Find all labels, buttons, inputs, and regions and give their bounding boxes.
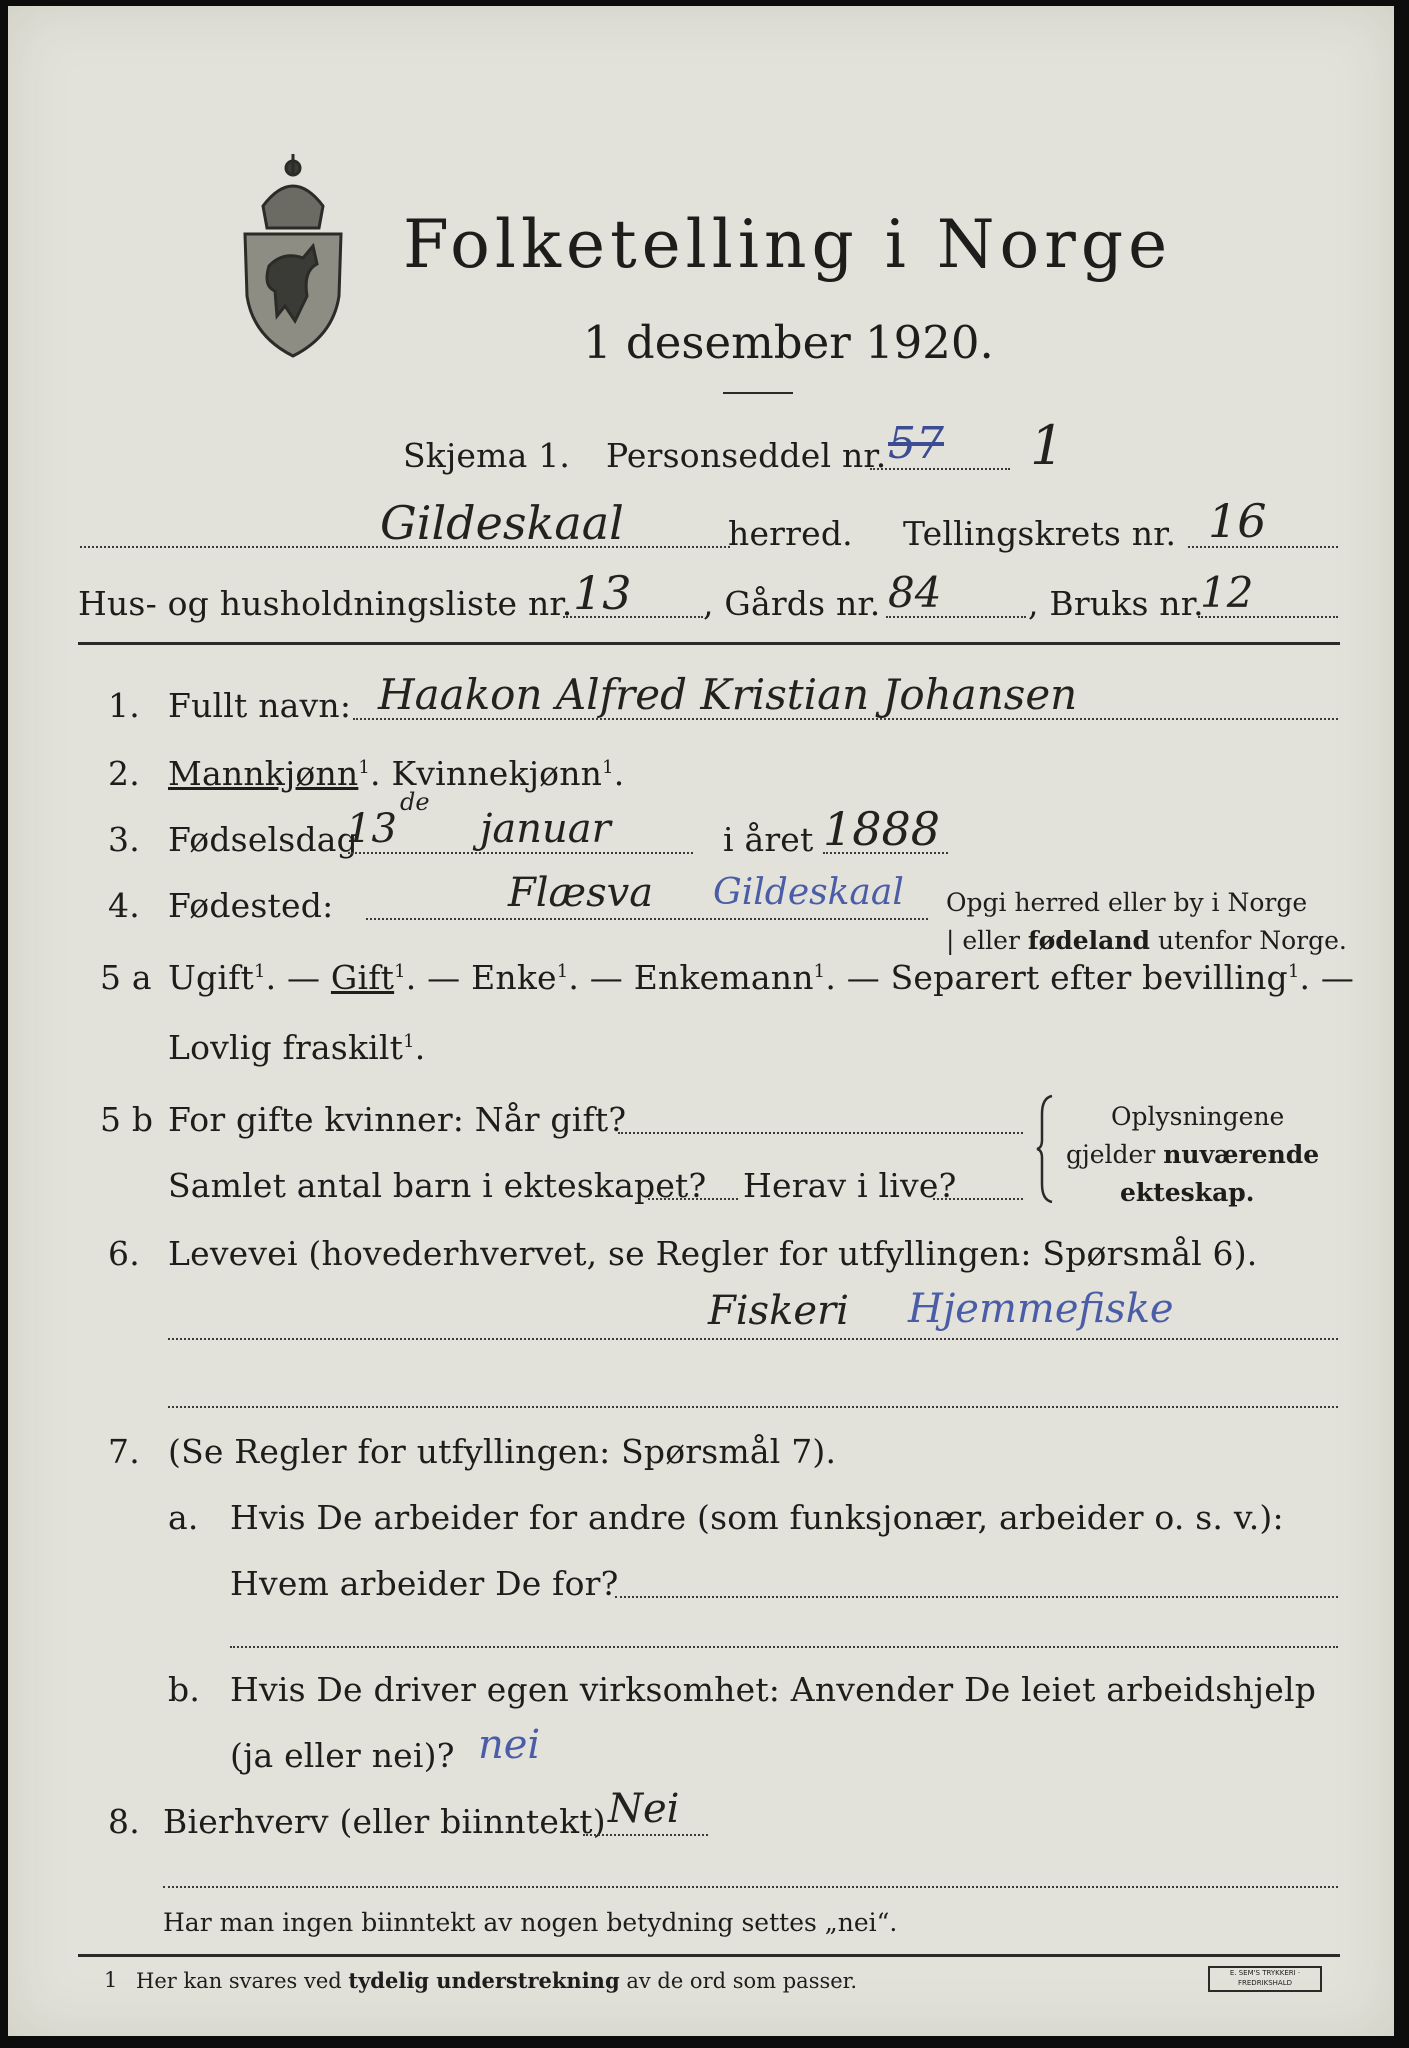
q5b-note-2: gjelder nuværende <box>1066 1140 1320 1169</box>
option-separert: Separert efter bevilling <box>890 958 1288 997</box>
q5b-children-label: Samlet antal barn i ekteskapet? <box>168 1166 707 1205</box>
q5b-note-1: Oplysningene <box>1111 1102 1285 1131</box>
q5a-number: 5 a <box>100 958 152 997</box>
option-ugift: Ugift <box>168 958 254 997</box>
birthplace-value: Flæsva <box>508 870 654 916</box>
side-income-line-1 <box>583 1834 708 1836</box>
occupation-line-1 <box>168 1338 1338 1340</box>
tellingskrets-label: Tellingskrets nr. <box>903 514 1177 553</box>
q7-number: 7. <box>108 1432 140 1471</box>
option-enkemann: Enkemann <box>633 958 814 997</box>
children-line <box>648 1198 738 1200</box>
side-income-value: Nei <box>608 1786 680 1832</box>
bruks-label: , Bruks nr. <box>1028 584 1204 623</box>
q6-number: 6. <box>108 1234 140 1273</box>
option-mannkjonn: Mannkjønn <box>168 754 359 793</box>
birthday-line <box>348 852 693 854</box>
personseddel-label: Personseddel nr. <box>606 436 887 475</box>
no-income-note: Har man ingen biinntekt av nogen betydning settes „nei“. <box>163 1908 898 1937</box>
option-fraskilt: Lovlig fraskilt$^1$. <box>168 1028 426 1067</box>
q7a-letter: a. <box>168 1498 199 1537</box>
q3-number: 3. <box>108 820 140 859</box>
birth-day-value: 13 <box>346 806 397 852</box>
gaards-value: 84 <box>888 568 942 617</box>
option-kvinnekjonn: Kvinnekjønn <box>391 754 603 793</box>
brace-icon <box>1036 1094 1056 1204</box>
occupation-line-2 <box>168 1406 1338 1408</box>
census-date: 1 desember 1920. <box>583 316 994 369</box>
employer-line-1 <box>615 1596 1338 1598</box>
husliste-value: 13 <box>573 566 632 620</box>
birthplace-municipality: Gildeskaal <box>713 872 904 913</box>
alive-line <box>933 1198 1023 1200</box>
q7-label: (Se Regler for utfyllingen: Spørsmål 7). <box>168 1432 837 1471</box>
birthplace-line <box>366 918 928 920</box>
footnote-text: Her kan svares ved tydelig understrekning av de ord som passer. <box>136 1968 858 1993</box>
full-name-value: Haakon Alfred Kristian Johansen <box>378 670 1078 719</box>
birth-month-value: januar <box>480 806 611 852</box>
q7a-line1: Hvis De arbeider for andre (som funksjonær, arbeider o. s. v.): <box>230 1498 1284 1537</box>
q3-label: Fødselsdag <box>168 820 358 859</box>
employer-line-2 <box>230 1646 1338 1648</box>
header-rule <box>78 642 1340 645</box>
footnote-rule <box>78 1954 1340 1957</box>
q5b-line1: For gifte kvinner: Når gift? <box>168 1100 627 1139</box>
q8-number: 8. <box>108 1802 140 1841</box>
q7b-letter: b. <box>168 1670 201 1709</box>
side-income-line-2 <box>163 1886 1338 1888</box>
q4-number: 4. <box>108 886 140 925</box>
q5b-number: 5 b <box>100 1100 154 1139</box>
q7b-line2: (ja eller nei)? <box>230 1736 455 1775</box>
title-divider <box>723 392 793 394</box>
q4-label: Fødested: <box>168 886 334 925</box>
personseddel-struck: 57 <box>888 418 944 469</box>
q8-label: Bierhverv (eller biinntekt) <box>163 1802 606 1841</box>
occupation-value: Fiskeri <box>708 1288 849 1334</box>
option-enke: Enke <box>471 958 557 997</box>
tellingskrets-value: 16 <box>1208 494 1267 548</box>
husliste-label: Hus- og husholdningsliste nr. <box>78 584 573 623</box>
gender-options: Mannkjønn$^1$. Kvinnekjønn$^1$. <box>168 754 625 793</box>
census-form-sheet <box>8 6 1394 2036</box>
birth-year-value: 1888 <box>823 802 941 856</box>
q6-label: Levevei (hovederhvervet, se Regler for utfyllingen: Spørsmål 6). <box>168 1234 1258 1273</box>
hired-help-value: nei <box>478 1722 541 1768</box>
q7b-line1: Hvis De driver egen virksomhet: Anvender De leiet arbeidshjelp <box>230 1670 1317 1709</box>
q7a-line2: Hvem arbeider De for? <box>230 1564 619 1603</box>
gaards-label: , Gårds nr. <box>703 584 881 623</box>
birthplace-note-1: Opgi herred eller by i Norge <box>946 888 1308 917</box>
birth-day-suffix: de <box>400 788 430 816</box>
printer-stamp: E. SEM'S TRYKKERI · FREDRIKSHALD <box>1208 1966 1322 1992</box>
skjema-label: Skjema 1. <box>403 436 571 475</box>
coat-of-arms-icon <box>233 146 353 361</box>
q1-number: 1. <box>108 686 140 725</box>
q1-label: Fullt navn: <box>168 686 352 725</box>
marital-options: Ugift$^1$. — Gift$^1$. — Enke$^1$. — Enkemann$^1$. — Separert efter bevilling$^1$. — <box>168 958 1355 997</box>
married-when-line <box>618 1132 1023 1134</box>
q5b-alive-label: Herav i live? <box>743 1166 957 1205</box>
herred-value: Gildeskaal <box>380 496 624 550</box>
year-label: i året <box>723 820 814 859</box>
birthplace-note-2: | eller fødeland utenfor Norge. <box>946 926 1347 955</box>
footnote-number: 1 <box>104 1968 118 1992</box>
q2-number: 2. <box>108 754 140 793</box>
occupation-detail: Hjemmefiske <box>908 1286 1174 1332</box>
form-title: Folketelling i Norge <box>403 206 1173 283</box>
q5b-note-3: ekteskap. <box>1120 1178 1255 1207</box>
bruks-value: 12 <box>1200 568 1254 617</box>
option-gift: Gift <box>330 958 395 997</box>
personseddel-value: 1 <box>1030 414 1065 477</box>
herred-label: herred. <box>728 514 853 553</box>
